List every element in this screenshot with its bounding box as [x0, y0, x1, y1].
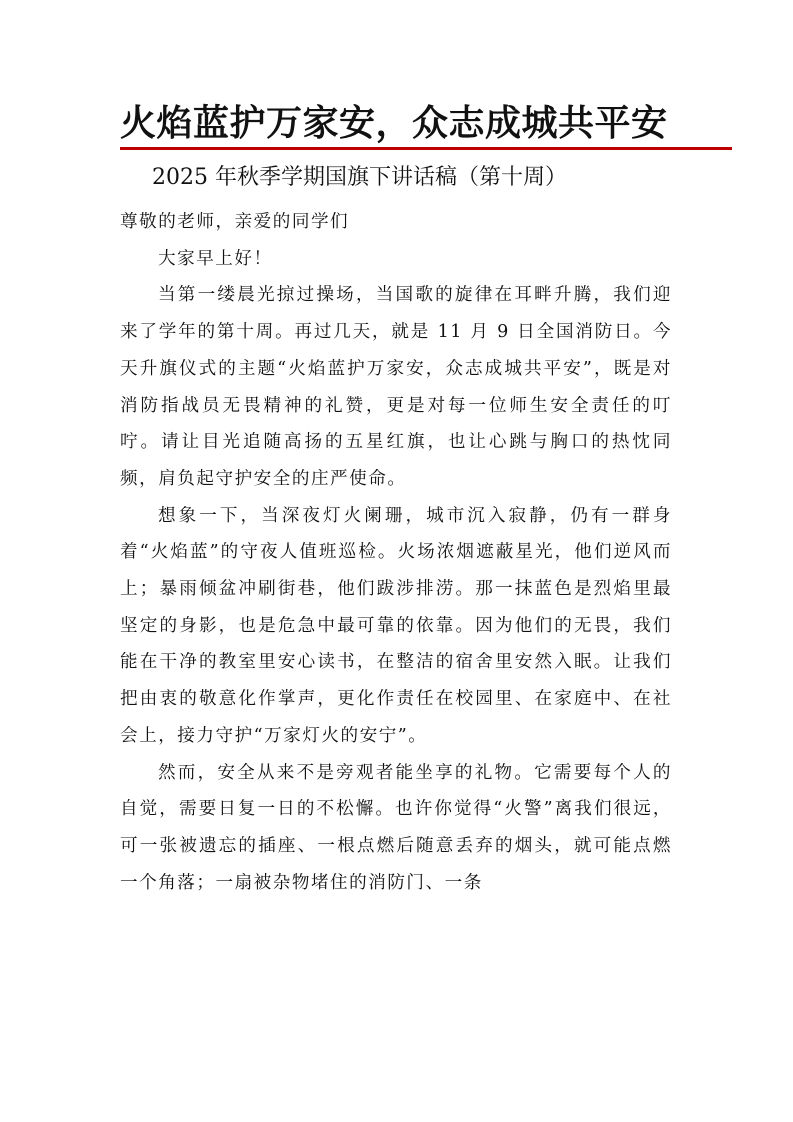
document-title: 火焰蓝护万家安，众志成城共平安	[120, 103, 668, 144]
salutation: 尊敬的老师，亲爱的同学们	[120, 212, 350, 232]
paragraph-2: 想象一下，当深夜灯火阑珊，城市沉入寂静，仍有一群身着“火焰蓝”的守夜人值班巡检。火场浓烟遮蔽星光，他们逆风而上；暴雨倾盆冲刷街巷，他们跋涉排涝。那一抹蓝色是烈焰里最坚定的身影，也是危急中最可靠的依靠。因为他们的无畏，我们能在干净的教室里安心读书，在整洁的宿舍里安然入眠。让我们把由衷的敬意化作掌声，更化作责任在校园里、在家庭中、在社会上，接力守护“万家灯火的安宁”。	[120, 505, 672, 746]
paragraph-1: 当第一缕晨光掠过操场，当国歌的旋律在耳畔升腾，我们迎来了学年的第十周。再过几天，就是 11 月 9 日全国消防日。今天升旗仪式的主题“火焰蓝护万家安，众志成城共平安”，既是对消防指战员无畏精神的礼赞，更是对每一位师生安全责任的叮咛。请让目光追随高扬的五星红旗，也让心跳与胸口的热忱同频，肩负起守护安全的庄严使命。	[120, 285, 672, 489]
paragraph-3: 然而，安全从来不是旁观者能坐享的礼物。它需要每个人的自觉，需要日复一日的不松懈。也许你觉得“火警”离我们很远，可一张被遗忘的插座、一根点燃后随意丢弃的烟头，就可能点燃一个角落；一扇被杂物堵住的消防门、一条	[120, 762, 672, 893]
document-subtitle: 2025 年秋季学期国旗下讲话稿（第十周）	[152, 165, 567, 190]
greeting: 大家早上好！	[158, 248, 273, 269]
speech-body	[120, 204, 672, 901]
title-red-rule	[120, 147, 732, 150]
